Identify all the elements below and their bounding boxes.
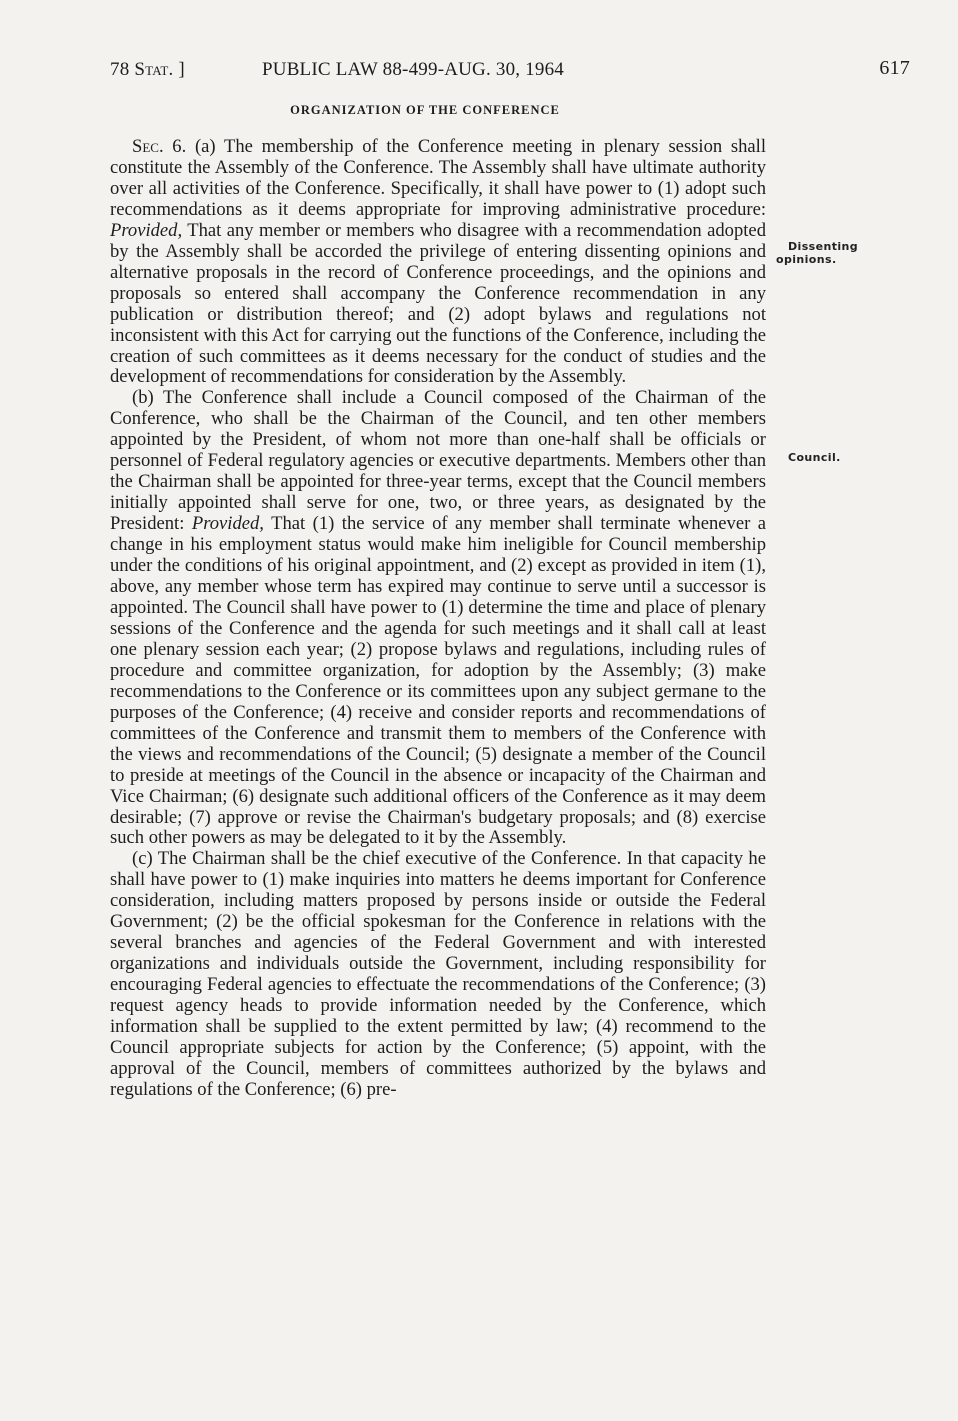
paragraph-c: [110, 849, 766, 1100]
page-number: 617: [879, 57, 910, 79]
margin-note-line: Dissenting: [788, 240, 859, 253]
running-header: PUBLIC LAW 88-499-AUG. 30, 1964: [262, 59, 564, 80]
paragraph-text: (a) The membership of the Conference meeting in plenary session shall constitute the Assembly of the Conference. The Assembly shall have ultimate authority over all activities of the Conference. Specifically, it shall have power to (1) adopt such recommendations as it deems appropriate for improving administrative procedure:: [110, 136, 766, 220]
paragraph-text: (c) The Chairman shall be the chief executive of the Conference. In that capacity he shall have power to (1) make inquiries into matters he deems important for Conference consideration, including matters proposed by persons inside or outside the Federal Government; (2) be the official spokesman for the Conference in relations with the several branches and agencies of the Federal Government and with interested organizations and individuals outside the Government, including responsibility for encouraging Federal agencies to effectuate the recommendations of the Conference; (3) request agency heads to provide information needed by the Conference, which information shall be supplied to the extent permitted by law; (4) recommend to the Council appropriate subjects for action by the Conference; (5) appoint, with the approval of the Council, members of committees authorized by the bylaws and regulations of the Conference; (6) pre-: [110, 848, 766, 1100]
proviso-word: Provided,: [110, 219, 183, 241]
section-number: Sec. 6.: [132, 136, 187, 157]
margin-note-council: Council.: [788, 451, 841, 464]
proviso-word: Provided,: [191, 513, 264, 535]
margin-note-dissenting-opinions: [776, 240, 858, 266]
section-title: ORGANIZATION OF THE CONFERENCE: [290, 103, 560, 117]
statute-citation: 78 Stat. ]: [110, 59, 185, 80]
paragraph-text: (b) The Conference shall include a Council composed of the Chairman of the Conference, who shall be the Chairman of the Council, and ten other members appointed by the President, of whom not more than one-half shall be officials or personnel of Federal regulatory agencies or executive departments. Members other than the Chairman shall be appointed for three-year terms, except that the Council members initially appointed shall serve for one, two, or three years, as designated by the President:: [110, 387, 766, 535]
body-text: [110, 137, 766, 1101]
paragraph-text: That any member or members who disagree with a recommendation adopted by the Assembly shall be accorded the privilege of entering dissenting opinions and alternative proposals in the record of Conference proceedings, and the opinions and proposals so entered shall accompany the Conference recommendation in any publication or distribution thereof; and (2) adopt bylaws and regulations not inconsistent with this Act for carrying out the functions of the Conference, including the creation of such committees as it deems necessary for the conduct of studies and the development of recommendations for consideration by the Assembly.: [110, 219, 766, 388]
paragraph-text: That (1) the service of any member shall terminate whenever a change in his employment status would make him ineligible for Council membership under the conditions of his original appointment, and (2) except as provided in item (1), above, any member whose term has expired may continue to serve until a successor is appointed. The Council shall have power to (1) determine the time and place of plenary sessions of the Conference and the agenda for such meetings and it shall call at least one plenary session each year; (2) propose bylaws and regulations, including rules of procedure and committee organization, for adoption by the Assembly; (3) make recommendations to the Conference or its committees upon any subject germane to the purposes of the Conference; (4) receive and consider reports and recommendations of committees of the Conference and transmit them to members of the Conference with the views and recommendations of the Council; (5) designate a member of the Council to preside at meetings of the Council in the absence or incapacity of the Chairman and Vice Chairman; (6) designate such additional officers of the Conference as it may deem desirable; (7) approve or revise the Chairman's budgetary proposals; and (8) exercise such other powers as may be delegated to it by the Assembly.: [110, 513, 766, 849]
margin-note-line: opinions.: [776, 253, 837, 266]
paragraph-a: [110, 137, 766, 388]
paragraph-b: [110, 388, 766, 849]
